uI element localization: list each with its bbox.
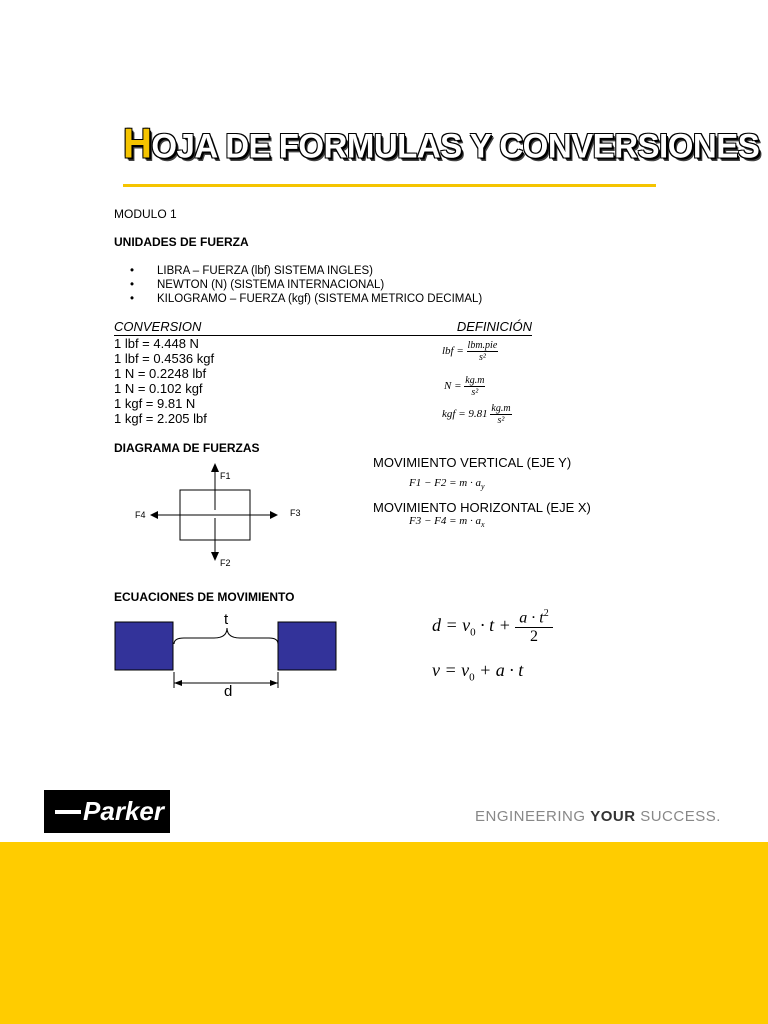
conversion-row: 1 kgf = 2.205 lbf [114,411,207,426]
parker-logo [44,790,170,833]
fraction [464,375,485,398]
conversion-row: 1 lbf = 4.448 N [114,336,199,351]
time-brace [174,628,278,644]
conversion-list [114,336,214,426]
force-label-f4: F4 [135,510,146,520]
denominator: s² [471,387,479,398]
force-label-f2: F2 [220,558,231,568]
equation-mid: · t + [475,615,511,636]
list-item: • NEWTON (N) (SISTEMA INTERNACIONAL) [130,278,482,292]
definition-n [444,375,485,398]
equation-subscript: y [480,482,485,492]
units-list [130,264,482,306]
fraction [467,340,499,363]
equation-velocity [432,660,523,684]
arrow-head [211,552,219,561]
vertical-heading: MOVIMIENTO VERTICAL (EJE Y) [373,455,572,470]
numerator [515,608,552,628]
definition-lhs: lbf = [442,345,464,358]
fraction [490,403,511,426]
time-label: t [224,611,229,628]
footer-band [0,842,768,1024]
conversion-heading: CONVERSION [114,319,202,334]
denominator: s² [478,352,486,363]
title-initial: H [123,120,152,168]
force-diagram-heading: DIAGRAMA DE FUERZAS [114,441,260,455]
horizontal-equation [409,515,485,529]
slogan [475,808,721,825]
definition-heading: DEFINICIÓN [456,319,532,334]
arrow-head [270,511,278,519]
exponent: 2 [543,608,549,619]
fraction [515,608,552,646]
definition-lhs: kgf = 9.81 [442,408,488,421]
start-block [115,622,173,670]
equation-text: F3 − F4 = m · a [409,515,481,527]
conversion-header [114,319,532,336]
motion-heading: ECUACIONES DE MOVIMIENTO [114,590,295,604]
end-block [278,622,336,670]
equation-subscript: 0 [469,671,475,684]
force-label-f1: F1 [220,471,231,481]
list-item: • KILOGRAMO – FUERZA (kgf) (SISTEMA METRICO DECIMAL) [130,292,482,306]
denominator: 2 [530,628,539,646]
conversion-row: 1 N = 0.2248 lbf [114,366,207,381]
equation-subscript: 0 [470,626,476,639]
denominator: s² [497,415,505,426]
numerator-text: a · t [519,609,544,627]
vertical-equation [409,477,485,491]
equation-lhs: v = v [432,660,470,680]
slogan-emphasis: YOUR [590,808,636,825]
arrow-head [211,463,219,472]
page-title [123,121,759,168]
conversion-row: 1 N = 0.102 kgf [114,381,203,396]
motion-diagram [114,608,344,700]
force-diagram [114,460,314,580]
module-label: MODULO 1 [114,207,177,221]
definition-kgf [442,403,512,426]
force-label-f3: F3 [290,508,301,518]
arrow-head [174,680,182,686]
conversion-row: 1 lbf = 0.4536 kgf [114,351,215,366]
arrow-head [150,511,158,519]
logo-text: Parker [83,796,164,826]
definition-lhs: N = [444,380,462,393]
list-item: • LIBRA – FUERZA (lbf) SISTEMA INGLES) [130,264,482,278]
title-rule [123,184,656,187]
equation-subscript: x [480,520,485,530]
slogan-part: SUCCESS. [635,808,721,825]
equation-lhs: d = v [432,615,471,636]
conversion-row: 1 kgf = 9.81 N [114,396,196,411]
equation-rest: + a · t [474,660,524,680]
equation-text: F1 − F2 = m · a [409,477,481,489]
definition-lbf [442,340,498,363]
title-rest: OJA DE FORMULAS Y CONVERSIONES [151,126,760,165]
numerator: lbm.pie [467,340,498,351]
numerator: kg.m [491,403,511,414]
logo-dash-icon [55,810,81,814]
slogan-part: ENGINEERING [475,808,591,825]
arrow-head [270,680,278,686]
distance-label: d [224,683,233,700]
units-heading: UNIDADES DE FUERZA [114,235,249,249]
equation-distance [432,608,553,646]
horizontal-heading: MOVIMIENTO HORIZONTAL (EJE X) [373,500,591,515]
numerator: kg.m [465,375,485,386]
